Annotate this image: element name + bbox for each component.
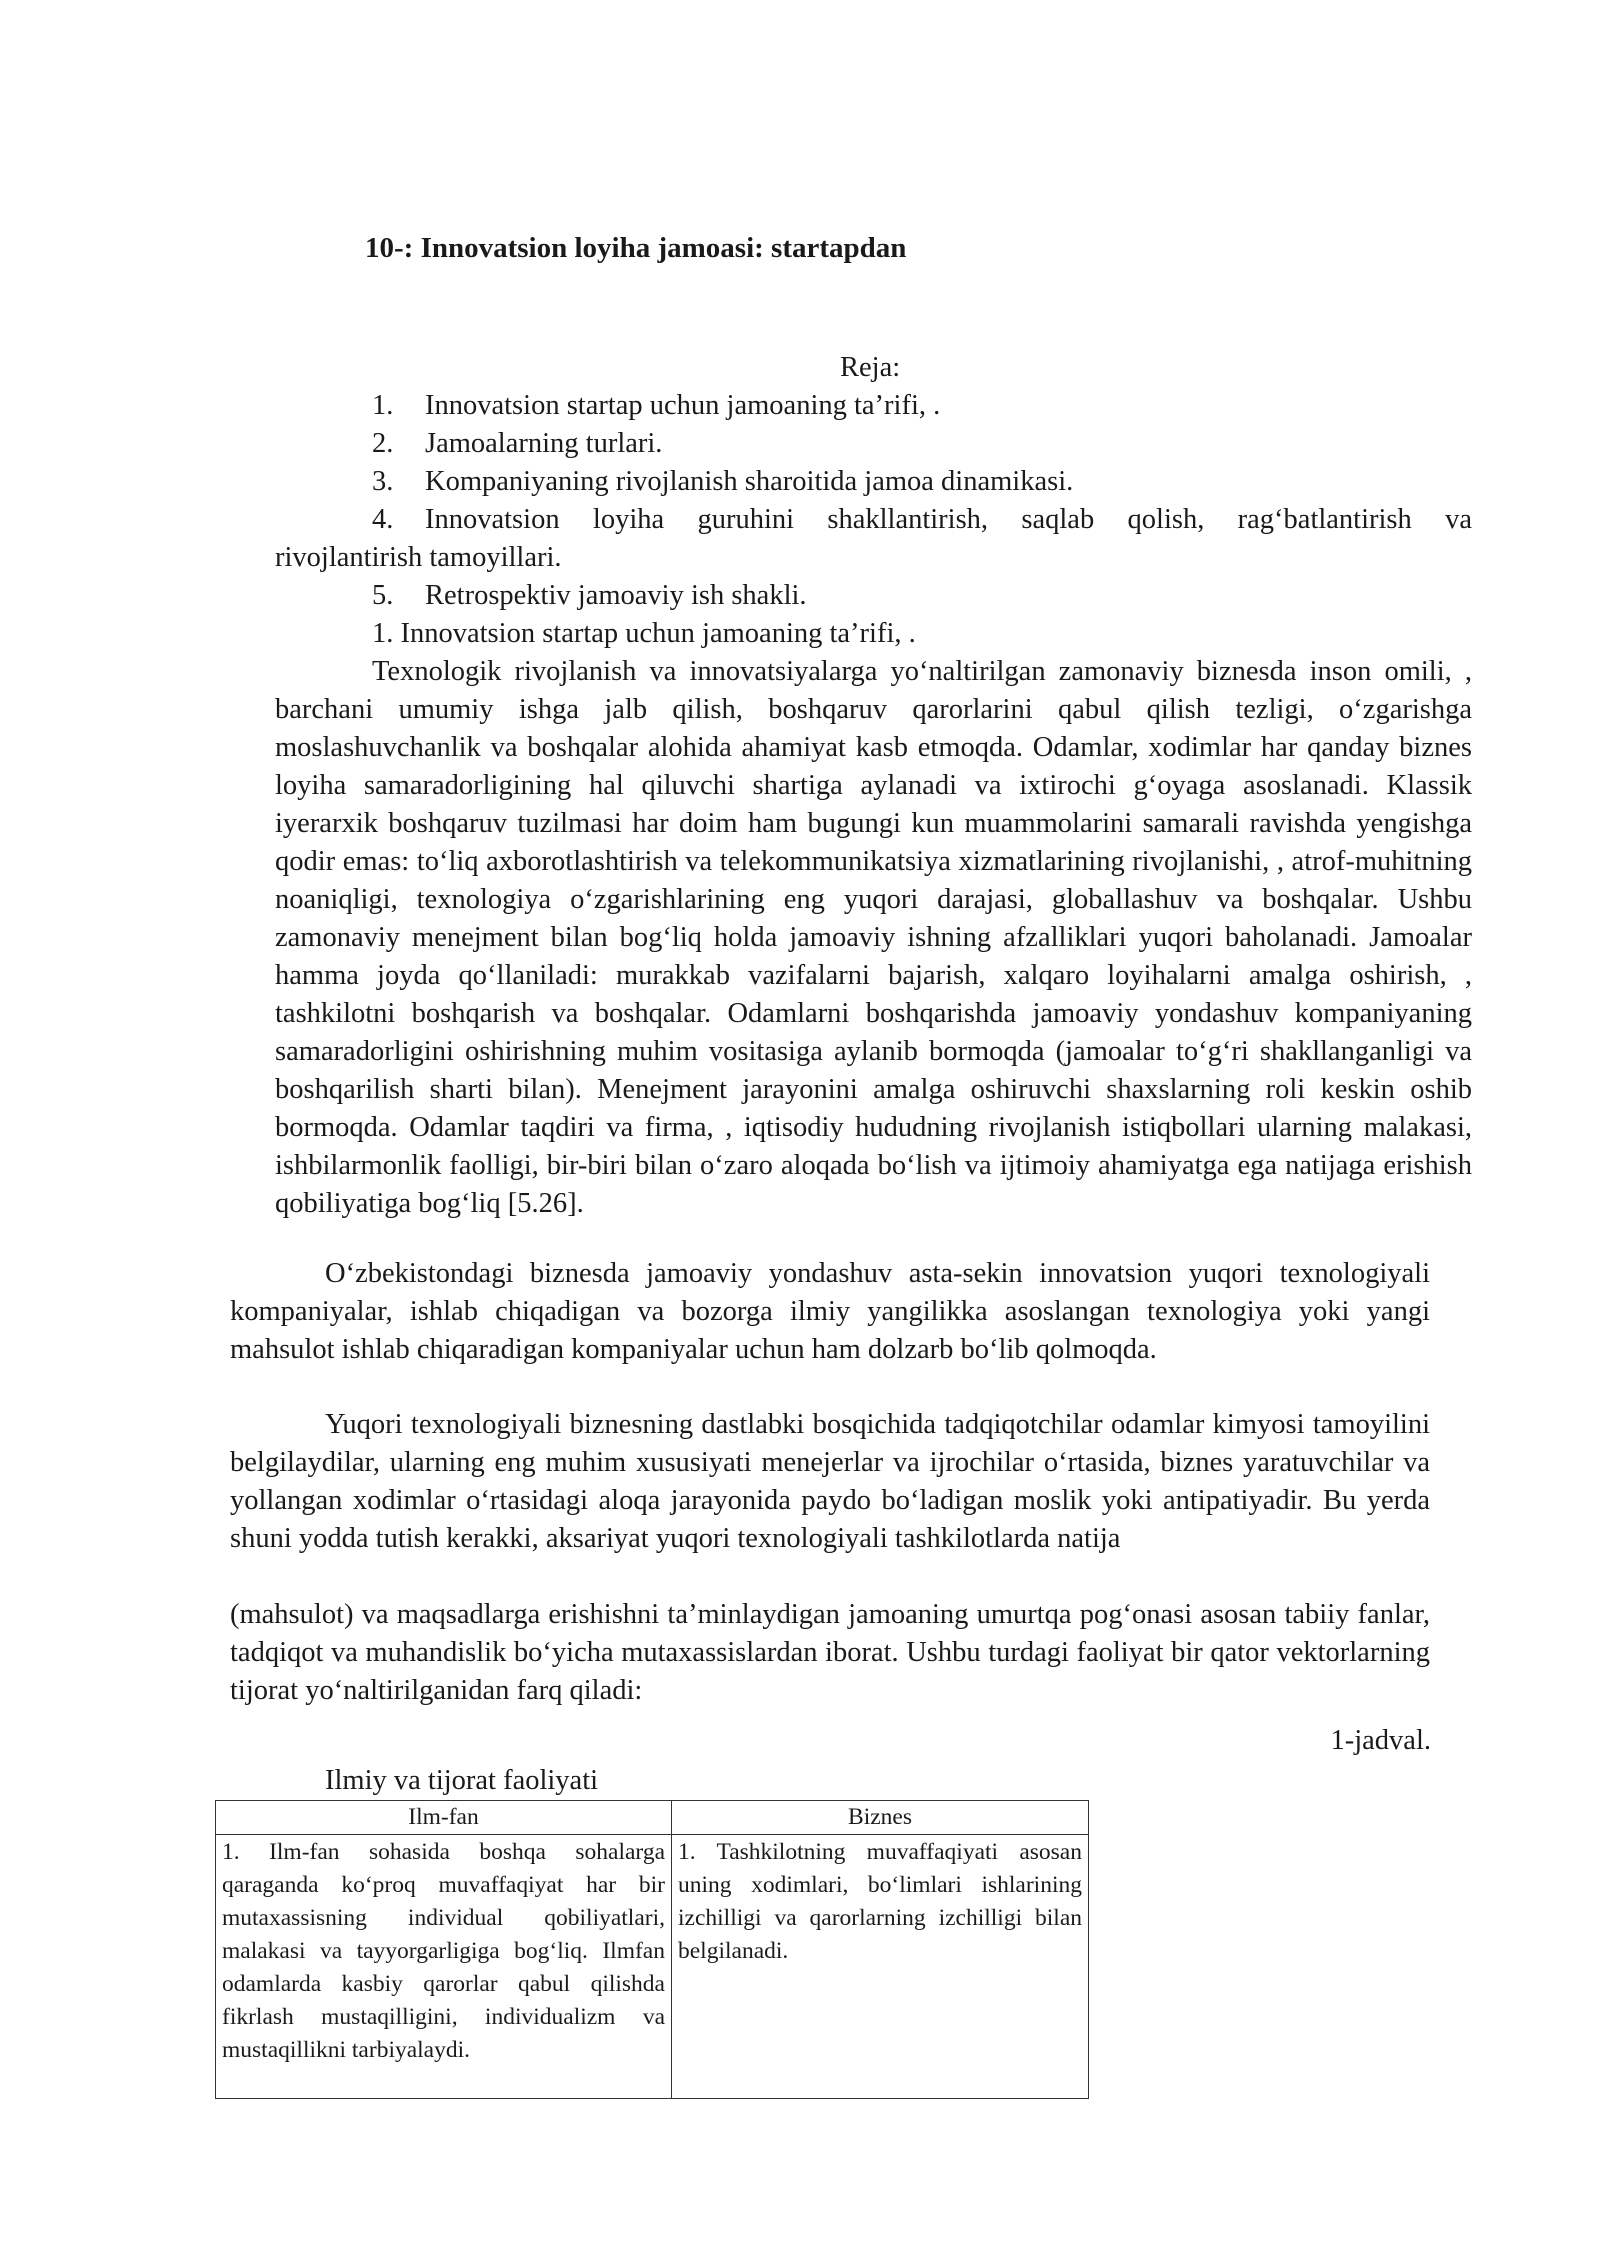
- plan-item-text: Innovatsion startap uchun jamoaning ta’rifi, .: [425, 390, 941, 421]
- table-label: 1-jadval.: [1330, 1725, 1431, 1756]
- paragraph-1: Texnologik rivojlanish va innovatsiyalarga yo‘naltirilgan zamonaviy biznesda inson omili, , barchani umumiy ishga jalb qilish, boshqaruv qarorlarini qabul qilish tezligi, o‘zgarishga moslashuvchanlik va boshqalar alohida ahamiyat kasb etmoqda. Odamlar, xodimlar har qanday biznes loyiha samaradorligining hal qiluvchi shartiga aylanadi va ixtirochi g‘oyaga asoslanadi. Klassik iyerarxik boshqaruv tuzilmasi har doim ham bugungi kun muammolarini samarali ravishda yengishga qodir emas: to‘liq axborotlashtirish va telekommunikatsiya xizmatlarining rivojlanishi, , atrof-muhitning noaniqligi, texnologiya o‘zgarishlarining eng yuqori darajasi, globallashuv va boshqalar. Ushbu zamonaviy menejment bilan bog‘liq holda jamoaviy ishning afzalliklari yuqori baholanadi. Jamoalar hamma joyda qo‘llaniladi: murakkab vazifalarni bajarish, xalqaro loyihalarni amalga oshirish, , tashkilotni boshqarish va boshqalar. Odamlarni boshqarishda jamoaviy yondashuv kompaniyaning samaradorligini oshirishning muhim vositasiga aylanib bormoqda (jamoalar to‘g‘ri shakllanganligi va boshqarilish sharti bilan). Menejment jarayonini amalga oshiruvchi shaxslarning roli keskin oshib bormoqda. Odamlar taqdiri va firma, , iqtisodiy hududning rivojlanish istiqbollari ularning malakasi, ishbilarmonlik faolligi, bir-biri bilan o‘zaro aloqada bo‘lish va ijtimoiy ahamiyatga ega natijaga erishish qobiliyatiga bog‘liq [5.26].: [275, 656, 1472, 1219]
- plan-heading: Reja:: [840, 352, 901, 383]
- plan-item: [372, 577, 807, 615]
- plan-item-number: 5.: [372, 580, 394, 611]
- plan-item-text: Retrospektiv jamoaviy ish shakli.: [425, 580, 807, 611]
- table-cell-science: [216, 1835, 672, 2099]
- plan-item: [372, 501, 1472, 539]
- plan-item: [372, 425, 1472, 463]
- paragraph-2: O‘zbekistondagi biznesda jamoaviy yondashuv asta-sekin innovatsion yuqori texnologiyali kompaniyalar, ishlab chiqadigan va bozorga ilmiy yangilikka asoslangan texnologiya yoki yangi mahsulot ishlab chiqaradigan kompaniyalar uchun ham dolzarb bo‘lib qolmoqda.: [230, 1258, 1430, 1365]
- plan-item-number: 1.: [372, 390, 394, 421]
- paragraph-3: Yuqori texnologiyali biznesning dastlabki bosqichida tadqiqotchilar odamlar kimyosi tamoyilini belgilaydilar, ularning eng muhim xususiyati menejerlar va ijrochilar o‘rtasida, biznes yaratuvchilar va yollangan xodimlar o‘rtasidagi aloqa jarayonida paydo bo‘ladigan moslik yoki antipatiyadir. Bu yerda shuni yodda tutish kerakki, aksariyat yuqori texnologiyali tashkilotlarda natija: [230, 1409, 1430, 1554]
- plan-item-number: 2.: [372, 428, 394, 459]
- table-header-science: Ilm-fan: [216, 1801, 672, 1835]
- comparison-table: [215, 1800, 1089, 2099]
- plan-list: [372, 387, 1472, 501]
- page-title: 10-: Innovatsion loyiha jamoasi: startapdan: [365, 232, 907, 264]
- table-caption: Ilmiy va tijorat faoliyati: [325, 1765, 599, 1796]
- section-heading: 1. Innovatsion startap uchun jamoaning ta’rifi, .: [372, 618, 916, 649]
- table-cell-text: 1. Ilm-fan sohasida boshqa sohalarga qaraganda ko‘proq muvaffaqiyat har bir mutaxassisning individual qobiliyatlari, malakasi va tayyorgarligiga bog‘liq. Ilmfan odamlarda kasbiy qarorlar qabul qilishda fikrlash mustaqilligini, individualizm va mustaqillikni tarbiyalaydi.: [222, 1839, 665, 2063]
- plan-item-text: Kompaniyaning rivojlanish sharoitida jamoa dinamikasi.: [425, 466, 1074, 497]
- plan-item-text: Jamoalarning turlari.: [425, 428, 663, 459]
- plan-item: [372, 463, 1472, 501]
- plan-item-text: Innovatsion loyiha guruhini shakllantirish, saqlab qolish, rag‘batlantirish va: [425, 504, 1472, 535]
- table-cell-text: 1. Tashkilotning muvaffaqiyati asosan uning xodimlari, bo‘limlari ishlarining izchilligi va qarorlarning izchilligi bilan belgilanadi.: [678, 1839, 1082, 1964]
- table-header-business: Biznes: [672, 1801, 1089, 1835]
- plan-item: [372, 387, 1472, 425]
- plan-item-number: 4.: [372, 504, 394, 535]
- table-row: [216, 1835, 1089, 2099]
- plan-item-number: 3.: [372, 466, 394, 497]
- plan-item-continuation: rivojlantirish tamoyillari.: [275, 542, 562, 573]
- table-header-row: [216, 1801, 1089, 1835]
- paragraph-4: (mahsulot) va maqsadlarga erishishni ta’minlaydigan jamoaning umurtqa pog‘onasi asosan tabiiy fanlar, tadqiqot va muhandislik bo‘yicha mutaxassislardan iborat. Ushbu turdagi faoliyat bir qator vektorlarning tijorat yo‘naltirilganidan farq qiladi:: [230, 1599, 1430, 1706]
- table-cell-business: [672, 1835, 1089, 2099]
